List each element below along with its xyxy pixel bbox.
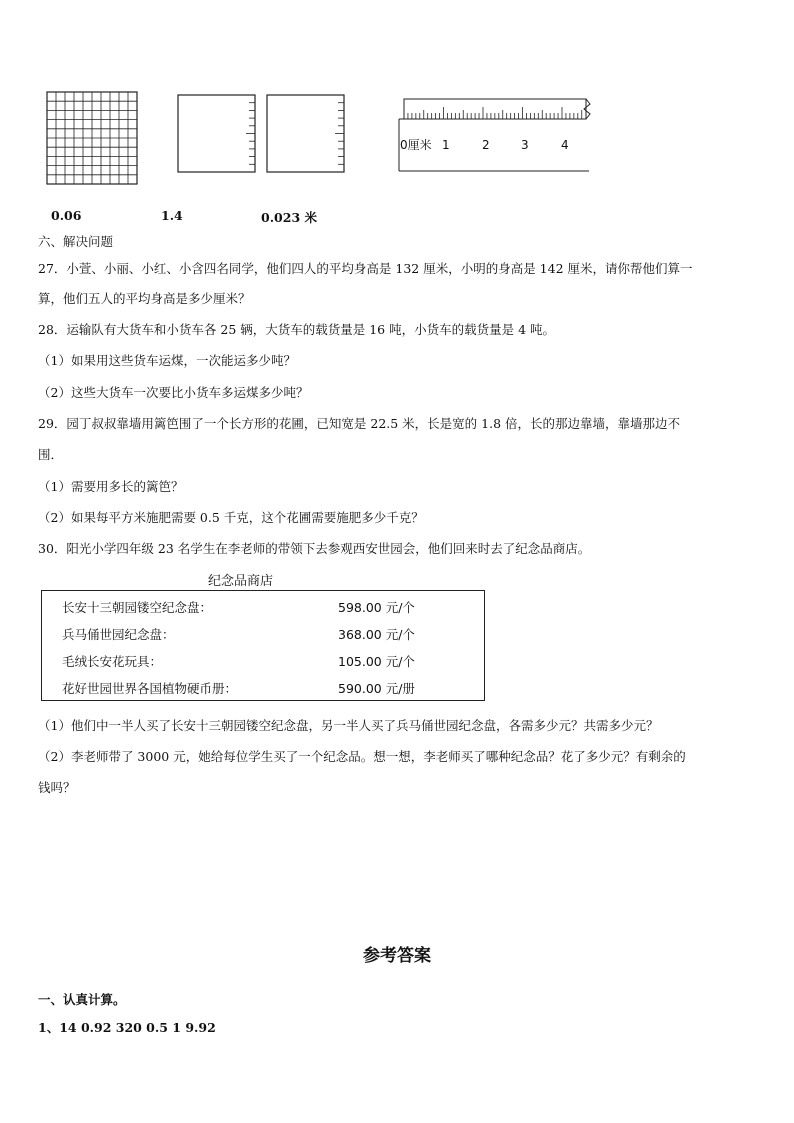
q29-sub2: （2）如果每平方米施肥需要 0.5 千克，这个花圃需要施肥多少千克？ (38, 510, 424, 525)
shop-price-table (41, 590, 485, 701)
q30-sub2-line1: （2）李老师带了 3000 元，她给每位学生买了一个纪念品。想一想，李老师买了哪种纪念品？花了多少元？有剩余的 (38, 749, 686, 764)
section-heading: 六、解决问题 (38, 234, 114, 249)
shop-item-name: 长安十三朝园镂空纪念盘： (62, 600, 213, 615)
answers-section1: 一、认真计算。 (38, 992, 126, 1007)
q27-line2: 算，他们五人的平均身高是多少厘米？ (38, 291, 251, 306)
ruler-tick-label-2: 2 (482, 138, 490, 152)
figures-row (0, 85, 620, 185)
figure-label-grid: 0.06 (51, 208, 82, 223)
shop-table-title: 纪念品商店 (208, 574, 274, 589)
scale-square-2 (267, 95, 344, 172)
q29-line2: 围． (38, 447, 64, 462)
q28-line1: 28．运输队有大货车和小货车各 25 辆，大货车的载货量是 16 吨，小货车的载货量是 4 吨。 (38, 322, 556, 337)
shop-item-name: 兵马俑世园纪念盘： (62, 627, 175, 642)
shop-item-price: 368.00 元/个 (338, 627, 415, 642)
shop-item-price: 598.00 元/个 (338, 600, 415, 615)
shop-item-price: 105.00 元/个 (338, 654, 415, 669)
q28-sub2: （2）这些大货车一次要比小货车多运煤多少吨？ (38, 385, 309, 400)
q29-sub1: （1）需要用多长的篱笆？ (38, 479, 184, 494)
ruler-unit-label: 0厘米 (400, 138, 432, 152)
answers-item1: 1、14 0.92 320 0.5 1 9.92 (38, 1020, 216, 1035)
ruler (399, 99, 590, 171)
shop-item-row (62, 625, 482, 652)
q30-sub2-line2: 钱吗？ (38, 780, 76, 795)
scale-square-1 (178, 95, 255, 172)
q27-line1: 27．小萱、小丽、小红、小含四名同学，他们四人的平均身高是 132 厘米，小明的身高是 142 厘米，请你帮他们算一 (38, 261, 693, 276)
ruler-tick-label-1: 1 (442, 138, 450, 152)
q30-line1: 30．阳光小学四年级 23 名学生在李老师的带领下去参观西安世园会，他们回来时去了纪念品商店。 (38, 541, 591, 556)
shop-item-row (62, 652, 482, 679)
shop-item-name: 毛绒长安花玩具： (62, 654, 163, 669)
figure-label-square: 1.4 (161, 208, 183, 223)
answers-title: 参考答案 (363, 946, 431, 966)
q28-sub1: （1）如果用这些货车运煤，一次能运多少吨？ (38, 353, 296, 368)
shop-item-name: 花好世园世界各国植物硬币册： (62, 681, 238, 696)
q30-sub1: （1）他们中一半人买了长安十三朝园镂空纪念盘，另一半人买了兵马俑世园纪念盘，各需多少元？共需多少元？ (38, 718, 659, 733)
hundred-grid (47, 92, 137, 184)
shop-item-row (62, 598, 482, 625)
figure-label-ruler: 0.023 米 (261, 210, 317, 225)
ruler-tick-label-3: 3 (521, 138, 529, 152)
shop-item-price: 590.00 元/册 (338, 681, 415, 696)
ruler-tick-label-4: 4 (561, 138, 569, 152)
shop-item-row (62, 679, 482, 706)
q29-line1: 29．园丁叔叔靠墙用篱笆围了一个长方形的花圃，已知宽是 22.5 米，长是宽的 1.8 倍，长的那边靠墙，靠墙那边不 (38, 416, 681, 431)
